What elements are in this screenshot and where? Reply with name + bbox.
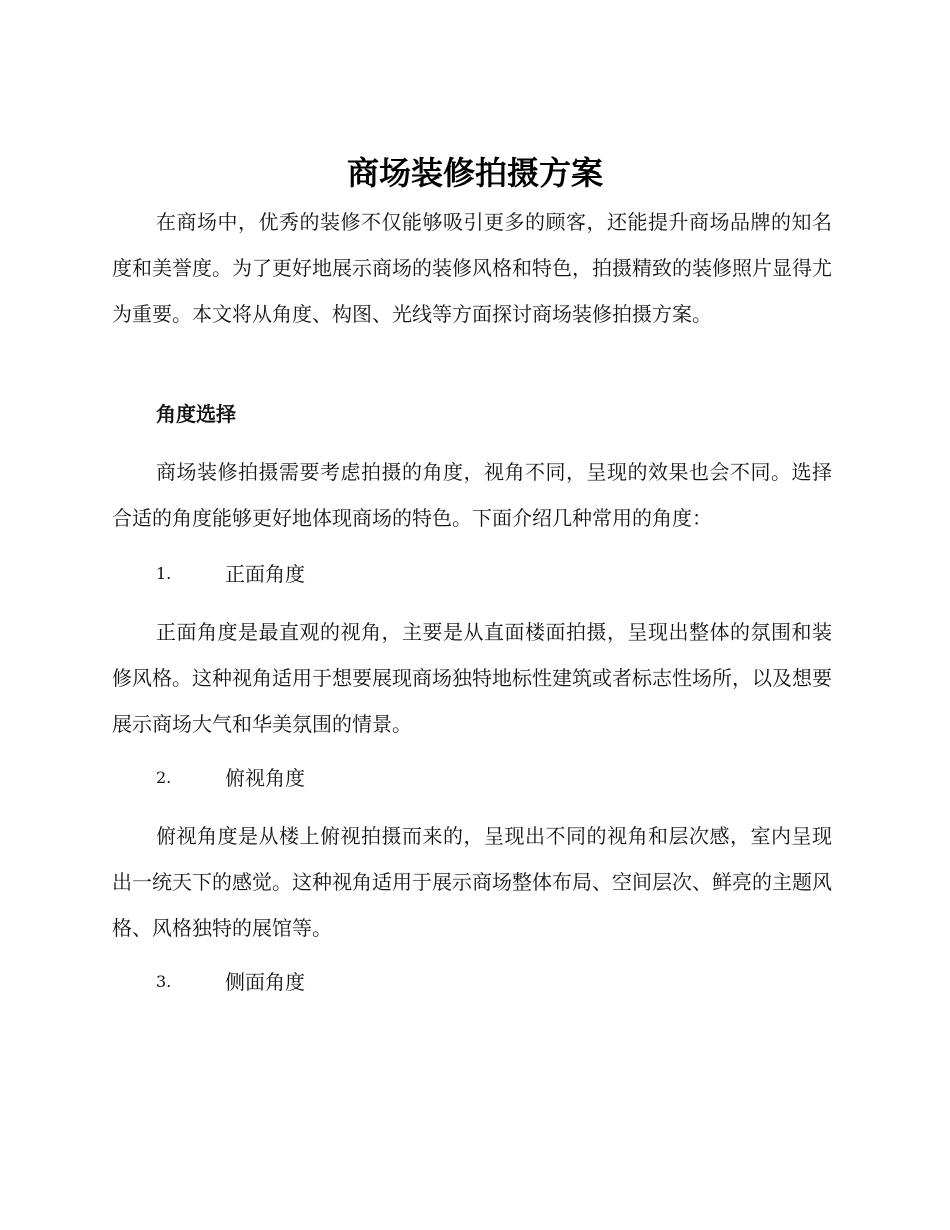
list-item <box>156 959 756 1005</box>
list-item-number: 3. <box>156 972 172 991</box>
page-title: 商场装修拍摄方案 <box>346 154 603 192</box>
list-item-label: 正面角度 <box>225 562 305 586</box>
list-item-description: 正面角度是最直观的视角，主要是从直面楼面拍摄，呈现出整体的氛围和装修风格。这种视角适用于想要展现商场独特地标性建筑或者标志性场所，以及想要展示商场大气和华美氛围的情景。 <box>112 620 832 736</box>
list-item-description: 俯视角度是从楼上俯视拍摄而来的，呈现出不同的视角和层次感，室内呈现出一统天下的感觉。这种视角适用于展示商场整体布局、空间层次、鲜亮的主题风格、风格独特的展馆等。 <box>112 824 832 940</box>
list-item-label: 侧面角度 <box>225 970 305 994</box>
section-heading: 角度选择 <box>156 402 236 426</box>
list-item <box>156 755 756 801</box>
intro-paragraph: 在商场中，优秀的装修不仅能够吸引更多的顾客，还能提升商场品牌的知名度和美誉度。为了更好地展示商场的装修风格和特色，拍摄精致的装修照片显得尤为重要。本文将从角度、构图、光线等方面探讨商场装修拍摄方案。 <box>112 210 832 326</box>
list-item-number: 2. <box>156 768 172 787</box>
list-item-label: 俯视角度 <box>225 766 305 790</box>
list-item-number: 1. <box>156 564 172 583</box>
list-item <box>156 551 756 597</box>
section-intro-paragraph: 商场装修拍摄需要考虑拍摄的角度，视角不同，呈现的效果也会不同。选择合适的角度能够更好地体现商场的特色。下面介绍几种常用的角度： <box>112 460 832 530</box>
